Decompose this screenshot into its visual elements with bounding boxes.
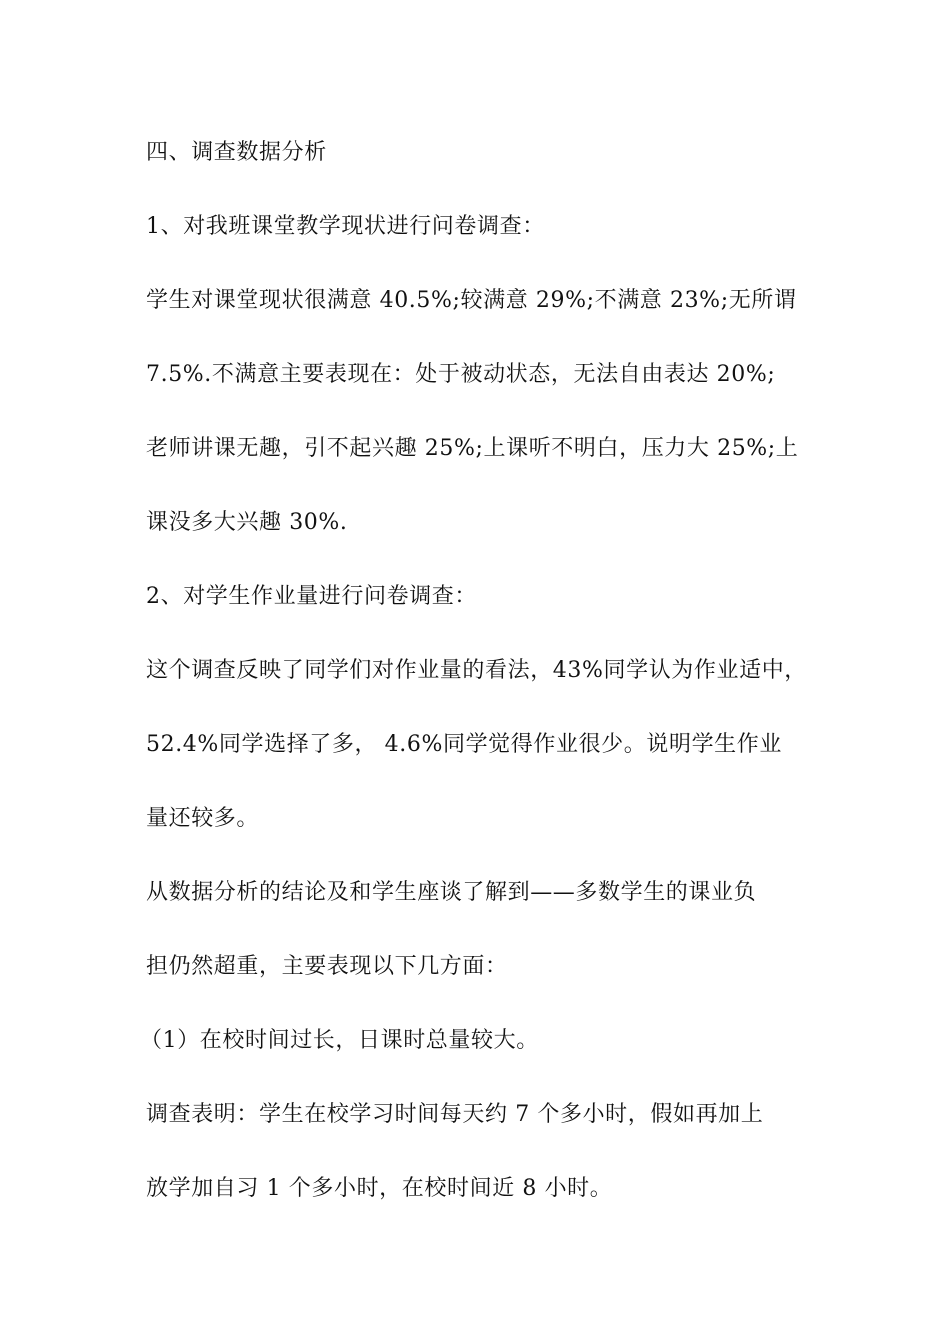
section-heading: 四、调查数据分析 <box>146 140 327 165</box>
list-item-heading: （1）在校时间过长，日课时总量较大。 <box>140 1028 539 1053</box>
paragraph-line: 从数据分析的结论及和学生座谈了解到——多数学生的课业负 <box>146 880 757 905</box>
paragraph-line: 担仍然超重，主要表现以下几方面： <box>146 954 508 979</box>
paragraph-line: 这个调查反映了同学们对作业量的看法，43%同学认为作业适中， <box>146 658 807 683</box>
subheading-homework-survey: 2、对学生作业量进行问卷调查： <box>146 584 477 609</box>
paragraph-line: 老师讲课无趣，引不起兴趣 25%;上课听不明白，压力大 25%;上 <box>146 436 799 461</box>
paragraph-line: 调查表明：学生在校学习时间每天约 7 个多小时，假如再加上 <box>146 1102 764 1127</box>
paragraph-line: 放学加自习 1 个多小时，在校时间近 8 小时。 <box>146 1176 613 1201</box>
paragraph-line: 课没多大兴趣 30%. <box>146 510 348 535</box>
paragraph-line: 7.5%.不满意主要表现在：处于被动状态，无法自由表达 20%; <box>146 362 776 387</box>
subheading-classroom-survey: 1、对我班课堂教学现状进行问卷调查： <box>146 214 545 239</box>
paragraph-line: 52.4%同学选择了多， 4.6%同学觉得作业很少。说明学生作业 <box>146 732 782 757</box>
paragraph-line: 学生对课堂现状很满意 40.5%;较满意 29%;不满意 23%;无所谓 <box>146 288 797 313</box>
paragraph-line: 量还较多。 <box>146 806 260 831</box>
